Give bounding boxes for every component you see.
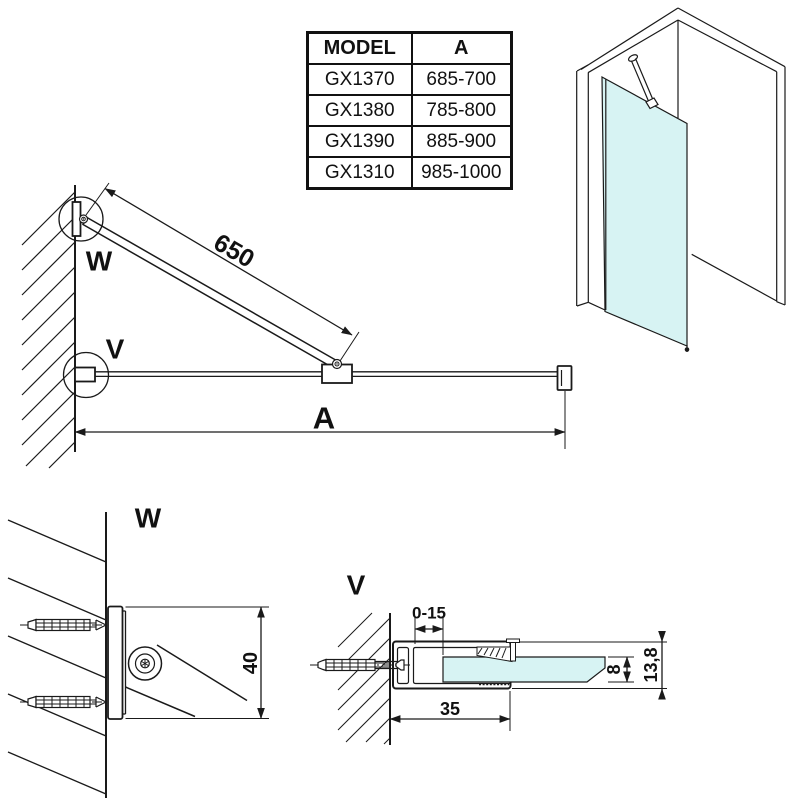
profile-depth-dimension [390,691,510,731]
width-dimension [75,391,565,449]
bracket-height-label: 40 [240,651,262,675]
dimension-cell: 785-800 [412,95,512,126]
model-cell: GX1370 [308,64,412,95]
glass-foot-3d [685,345,690,352]
model-cell: GX1390 [308,126,412,157]
assembly-top-view [22,183,572,468]
wall-bracket [73,202,88,236]
glass-section [443,657,605,682]
brace-dimension [86,183,359,361]
detail-v-title: V [346,569,366,601]
wall-bracket-plate [108,607,126,720]
glass-thickness-label: 8 [604,664,624,675]
wall-hatch [8,520,106,794]
column-header-model: MODEL [308,33,412,65]
glass-thickness-dimension [604,657,634,682]
dimension-cell: 685-700 [412,64,512,95]
anchor-screw [20,620,114,631]
detail-w-view [8,503,269,799]
dimension-cell: 885-900 [412,126,512,157]
wall-hatch [338,613,390,744]
dimension-cell: 985-1000 [412,157,512,189]
detail-v-ref-label: V [105,333,125,365]
profile-height-label: 13,8 [641,647,661,683]
insert-range-label: 0-15 [411,603,447,623]
profile-depth-label: 35 [439,699,461,719]
width-label: A [312,400,336,436]
detail-w-ref-label: W [85,245,113,277]
isometric-view [577,8,785,352]
pivot-hinge [126,645,248,717]
model-cell: GX1310 [308,157,412,189]
detail-w-title: W [134,502,162,534]
wall-hatch [22,192,75,468]
model-cell: GX1380 [308,95,412,126]
detail-v-view [310,570,667,746]
anchor-screw [20,697,114,708]
anchor-screw [310,660,412,671]
glass-panel-3d [602,77,687,346]
brace-length-label: 650 [208,228,260,274]
column-header-a: A [412,33,512,65]
profile-height-dimension [641,633,662,698]
